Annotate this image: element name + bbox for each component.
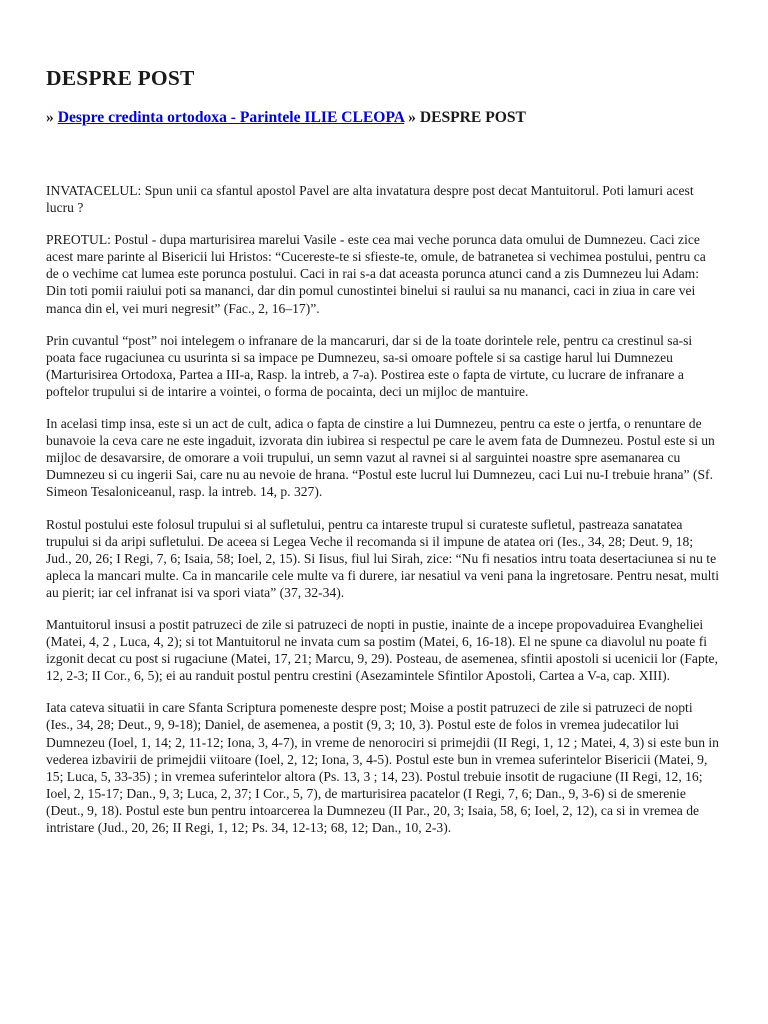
breadcrumb-prefix: » (46, 109, 58, 126)
breadcrumb (46, 108, 720, 128)
paragraph: In acelasi timp insa, este si un act de cult, adica o fapta de cinstire a lui Dumnezeu, pentru ca este o jertfa, o renuntare de bunavoie la ceva care ne este ingaduit, izvorata din iubirea si respectul pe care le avem fata de Dumnezeu. Postul este si un mijloc de desavarsire, de omorare a voii trupului, un semn vazut al ravnei si al sarguintei noastre spre asemanarea cu Dumnezeu si cu ingerii Sai, care nu au nevoie de hrana. “Postul este lucrul lui Dumnezeu, caci Lui nu-I trebuie hrana” (Sf. Simeon Tesaloniceanul, rasp. la intreb. 14, p. 327). (46, 416, 715, 500)
breadcrumb-current: DESPRE POST (419, 109, 526, 126)
page-title: DESPRE POST (46, 66, 195, 90)
paragraph: PREOTUL: Postul - dupa marturisirea marelui Vasile - este cea mai veche porunca data omului de Dumnezeu. Caci zice acest mare parinte al Bisericii lui Hristos: “Cucereste-te si sfieste-te, omule, de batranetea si vechimea postului, pentru ca de o vechime cat lumea este porunca postului. Caci in rai s-a dat aceasta porunca atunci cand a zis Dumnezeu lui Adam: Din toti pomii raiului poti sa mananci, dar din pomul cunostintei binelui si raului sa nu mananci, caci in ziua in care vei manca din el, vei muri negresit” (Fac., 2, 16–17)”. (46, 232, 706, 316)
paragraph-question: INVATACELUL: Spun unii ca sfantul apostol Pavel are alta invatatura despre post decat Mantuitorul. Poti lamuri acest lucru ? (46, 183, 694, 216)
paragraph: Prin cuvantul “post” noi intelegem o infranare de la mancaruri, dar si de la toate dorintele rele, pentru ca crestinul sa-si poata face rugaciunea cu usurinta si sa impace pe Dumnezeu, sa-si omoare poftele si sa castige harul lui Dumnezeu (Marturisirea Ortodoxa, Partea a III-a, Rasp. la intreb, a 7-a). Postirea este o fapta de virtute, cu lucrare de infranare a poftelor trupului si de intarire a vointei, o forma de pocainta, deci un mijloc de mantuire. (46, 332, 693, 399)
breadcrumb-separator: » (404, 109, 420, 126)
article-body (46, 182, 720, 836)
paragraph: Iata cateva situatii in care Sfanta Scriptura pomeneste despre post; Moise a postit patruzeci de zile si patruzeci de nopti (Ies., 34, 28; Deut., 9, 9-18); Daniel, de asemenea, a postit (9, 3; 10, 3). Postul este de folos in vremea judecatilor lui Dumnezeu (Ioel, 1, 14; 2, 11-12; Iona, 3, 4-7), in vreme de nenorociri si primejdii (II Regi, 1, 12 ; Matei, 4, 3) si este bun in vederea izbavirii de primejdii viitoare (Ioel, 2, 12; Iona, 3, 4-5). Postul este bun in vremea suferintelor Bisericii (Matei, 9, 15; Luca, 5, 33-35) ; in vremea suferintelor altora (Ps. 13, 3 ; 14, 23). Postul trebuie insotit de rugaciune (II Regi, 12, 16; Ioel, 2, 15-17; Dan., 9, 3; Luca, 2, 37; I Cor., 5, 7), de marturisirea pacatelor (I Regi, 7, 6; Dan., 9, 3-6) si de smerenie (Deut., 9, 18). Postul este bun pentru intoarcerea la Dumnezeu (II Par., 20, 3; Isaia, 58, 6; Ioel, 2, 12), ca si in vremea de intristare (Jud., 20, 26; II Regi, 1, 12; Ps. 34, 12-13; 68, 12; Dan., 10, 2-3). (46, 700, 719, 835)
paragraph: Mantuitorul insusi a postit patruzeci de zile si patruzeci de nopti in pustie, inainte de a incepe propovaduirea Evangheliei (Matei, 4, 2 , Luca, 4, 2); si tot Mantuitorul ne invata cum sa postim (Matei, 6, 16-18). El ne spune ca diavolul nu poate fi izgonit decat cu post si rugaciune (Matei, 17, 21; Marcu, 9, 29). Posteau, de asemenea, sfintii apostoli si ucenicii lor (Fapte, 12, 2-3; II Cor., 6, 5); ei au randuit postul pentru crestini (Asezamintele Sfintilor Apostoli, Cartea a V-a, cap. XIII). (46, 616, 718, 684)
paragraph: Rostul postului este folosul trupului si al sufletului, pentru ca intareste trupul si curateste sufletul, pastreaza sanatatea trupului si da aripi sufletului. De aceea si Legea Veche il recomanda si il impune de atatea ori (Ies., 34, 28; Deut. 9, 18; Jud., 20, 26; I Regi, 7, 6; Isaia, 58; Ioel, 2, 15). Si Iisus, fiul lui Sirah, zice: “Nu fi nesatios intru toata desertaciunea si nu te apleca la mancari multe. Ca in mancarile cele multe va fi durere, iar nesatiul va veni pana la ingretosare. Pentru nesat, multi au pierit; iar cel infranat isi va spori viata” (37, 32-34). (46, 516, 719, 600)
breadcrumb-link-category[interactable]: Despre credinta ortodoxa - Parintele ILIE CLEOPA (57, 109, 405, 126)
